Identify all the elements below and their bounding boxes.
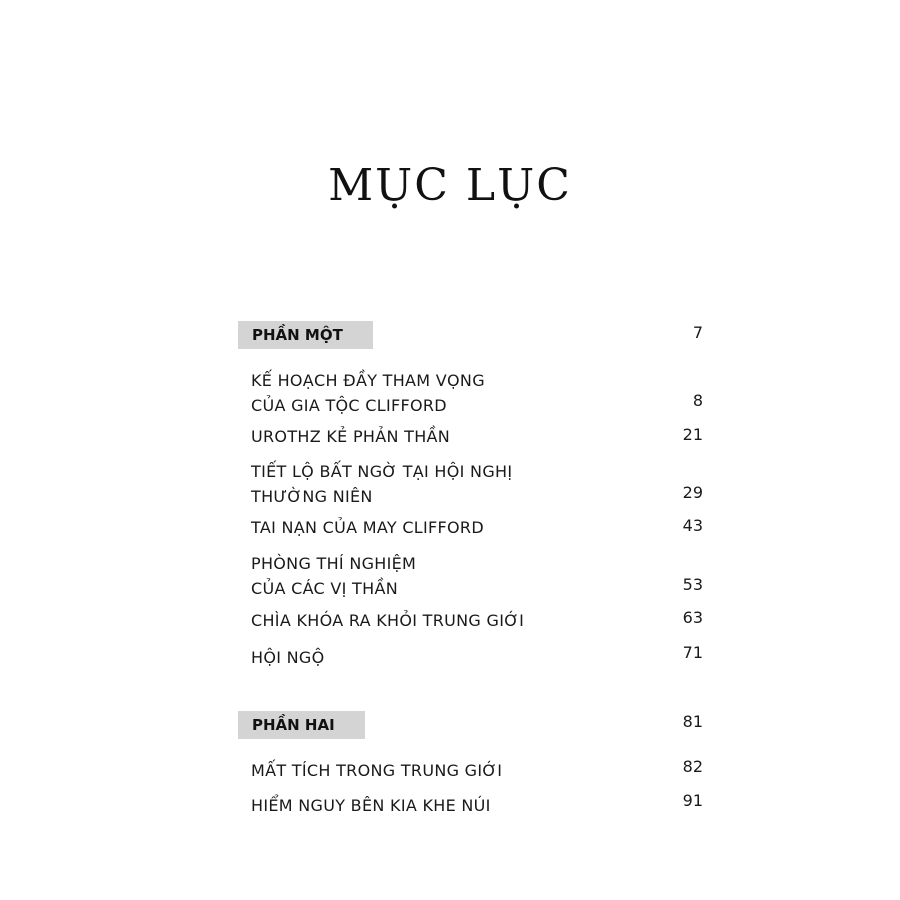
toc-entry-line: PHÒNG THÍ NGHIỆM xyxy=(251,554,417,573)
toc-entry-page: 21 xyxy=(682,425,703,444)
part-two-page: 81 xyxy=(682,712,703,731)
toc-entry-line: CỦA CÁC VỊ THẦN xyxy=(251,579,398,598)
toc-entry-page: 43 xyxy=(682,516,703,535)
toc-entry-line: CHÌA KHÓA RA KHỎI TRUNG GIỚI xyxy=(251,611,525,630)
toc-entry-page: 53 xyxy=(682,575,703,594)
toc-entry-page: 63 xyxy=(682,608,703,627)
toc-entry-line: TIẾT LỘ BẤT NGỜ TẠI HỘI NGHỊ xyxy=(251,462,513,481)
part-one-heading: PHẦN MỘT xyxy=(238,321,373,349)
part-one-page: 7 xyxy=(692,323,703,342)
toc-entry xyxy=(251,608,571,633)
toc-entry xyxy=(251,793,571,818)
toc-entry xyxy=(251,368,571,418)
toc-entry-line: TAI NẠN CỦA MAY CLIFFORD xyxy=(251,518,484,537)
toc-entry-page: 8 xyxy=(692,391,703,410)
toc-entry-page: 71 xyxy=(682,643,703,662)
toc-entry xyxy=(251,551,571,601)
toc-entry-line: HIỂM NGUY BÊN KIA KHE NÚI xyxy=(251,796,491,815)
toc-entry-page: 29 xyxy=(682,483,703,502)
toc-entry xyxy=(251,645,571,670)
part-two-heading: PHẦN HAI xyxy=(238,711,365,739)
toc-entry-line: MẤT TÍCH TRONG TRUNG GIỚI xyxy=(251,761,503,780)
toc-entry-line: HỘI NGỘ xyxy=(251,648,325,667)
toc-entry-page: 91 xyxy=(682,791,703,810)
toc-entry-line: THƯỜNG NIÊN xyxy=(251,487,373,506)
toc-entry xyxy=(251,424,571,449)
toc-entry xyxy=(251,459,571,509)
page-title: MỤC LỤC xyxy=(328,160,572,211)
toc-entry-line: KẾ HOẠCH ĐẦY THAM VỌNG xyxy=(251,371,485,390)
toc-entry xyxy=(251,515,571,540)
toc-entry-line: CỦA GIA TỘC CLIFFORD xyxy=(251,396,447,415)
toc-entry xyxy=(251,758,571,783)
toc-entry-page: 82 xyxy=(682,757,703,776)
toc-entry-line: UROTHZ KẺ PHẢN THẦN xyxy=(251,427,451,446)
